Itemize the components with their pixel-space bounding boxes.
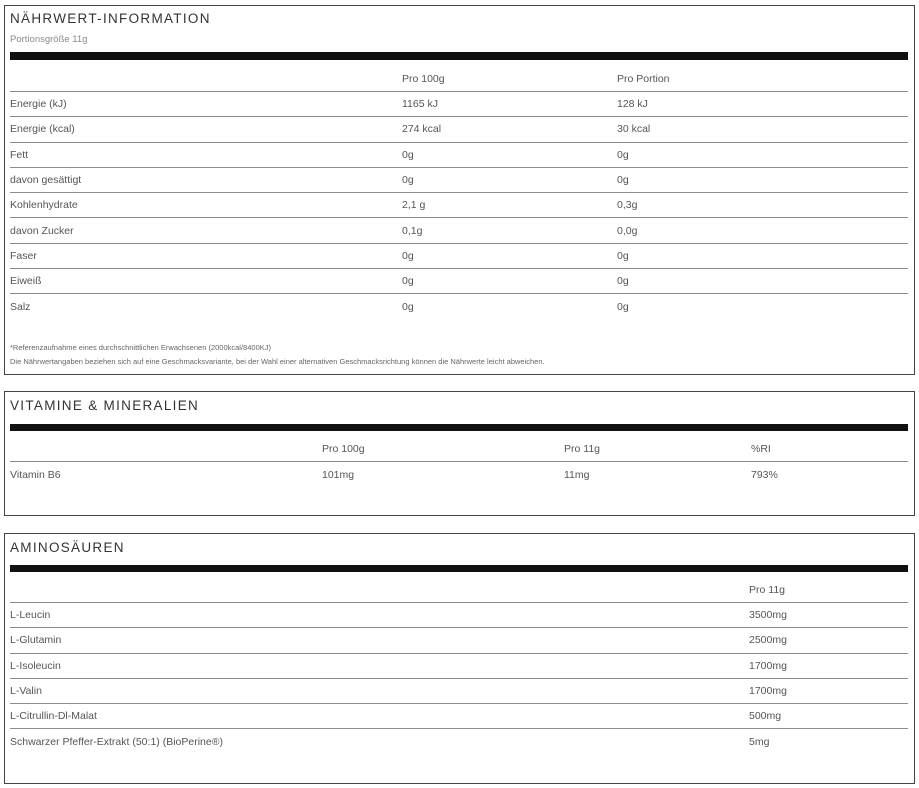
- value-reference-intake: 793%: [751, 468, 778, 481]
- amino-acid-label: Schwarzer Pfeffer-Extrakt (50:1) (BioPerine®): [10, 736, 223, 749]
- header-cell-reference-intake: %RI: [751, 443, 771, 455]
- nutrient-label: Energie (kJ): [10, 98, 67, 111]
- table-row: [10, 294, 908, 319]
- value-per-serving: 3500mg: [749, 609, 787, 622]
- nutrient-label: Kohlenhydrate: [10, 199, 78, 212]
- amino-acids-title: AMINOSÄUREN: [10, 540, 125, 555]
- amino-acids-header-bar: [10, 565, 908, 572]
- footnotes: [10, 341, 908, 369]
- amino-acid-label: L-Valin: [10, 685, 42, 698]
- value-per-serving: 5mg: [749, 736, 770, 749]
- table-row: [10, 92, 908, 117]
- value-per-100g: 274 kcal: [402, 123, 442, 136]
- amino-acids-panel: [4, 533, 915, 784]
- table-row: [10, 628, 908, 653]
- value-per-portion: 0g: [617, 275, 629, 288]
- table-row: [10, 143, 908, 168]
- value-per-portion: 30 kcal: [617, 123, 651, 136]
- table-row: [10, 218, 908, 243]
- header-cell-per-portion: Pro Portion: [617, 73, 670, 85]
- vitamins-header-bar: [10, 424, 908, 431]
- nutrition-header-bar: [10, 52, 908, 60]
- header-cell-per-100g: Pro 100g: [322, 443, 365, 455]
- nutrient-label: davon Zucker: [10, 224, 74, 237]
- table-header-row: [10, 60, 908, 92]
- table-row: [10, 704, 908, 729]
- value-per-serving: 1700mg: [749, 685, 787, 698]
- table-row: [10, 603, 908, 628]
- nutrient-label: Salz: [10, 301, 31, 314]
- table-row: [10, 244, 908, 269]
- vitamins-title: VITAMINE & MINERALIEN: [10, 398, 200, 413]
- footnote-reference-intake: *Referenzaufnahme eines durchschnittlichen Erwachsenen (2000kcal/8400KJ): [10, 342, 271, 352]
- nutrient-label: Energie (kcal): [10, 123, 75, 136]
- value-per-serving: 11mg: [564, 468, 590, 481]
- amino-acid-label: L-Leucin: [10, 609, 51, 622]
- value-per-100g: 101mg: [322, 468, 355, 481]
- value-per-portion: 0,0g: [617, 224, 638, 237]
- amino-acid-label: L-Isoleucin: [10, 659, 61, 672]
- value-per-serving: 500mg: [749, 710, 782, 723]
- nutrient-label: Faser: [10, 249, 37, 262]
- value-per-100g: 2,1 g: [402, 199, 426, 212]
- footnote-flavor-variation: Die Nährwertangaben beziehen sich auf eine Geschmacksvariante, bei der Wahl einer alternativen Geschmacksrichtung können die Nährwerte leicht abweichen.: [10, 356, 545, 366]
- value-per-portion: 0g: [617, 148, 629, 161]
- table-header-row: [10, 572, 908, 603]
- nutrition-table: [10, 60, 908, 320]
- table-row: [10, 117, 908, 142]
- header-cell-per-serving: Pro 11g: [749, 584, 785, 596]
- nutrition-title: NÄHRWERT-INFORMATION: [10, 11, 211, 26]
- value-per-100g: 0g: [402, 275, 414, 288]
- table-row: [10, 462, 908, 487]
- value-per-portion: 0g: [617, 301, 629, 314]
- value-per-100g: 0,1g: [402, 224, 423, 237]
- table-row: [10, 269, 908, 294]
- value-per-portion: 0g: [617, 174, 629, 187]
- table-row: [10, 193, 908, 218]
- table-row: [10, 168, 908, 193]
- vitamins-panel: [4, 391, 915, 516]
- amino-acids-table: [10, 572, 908, 755]
- value-per-100g: 0g: [402, 148, 414, 161]
- nutrient-label: Eiweiß: [10, 275, 42, 288]
- nutrient-label: Fett: [10, 148, 29, 161]
- value-per-portion: 0g: [617, 249, 629, 262]
- value-per-100g: 1165 kJ: [402, 98, 438, 111]
- amino-acid-label: L-Citrullin-Dl-Malat: [10, 710, 97, 723]
- header-cell-per-serving: Pro 11g: [564, 443, 600, 455]
- amino-acid-label: L-Glutamin: [10, 634, 62, 647]
- value-per-100g: 0g: [402, 174, 414, 187]
- value-per-100g: 0g: [402, 249, 414, 262]
- serving-size: Portionsgröße 11g: [10, 34, 88, 45]
- nutrient-label: davon gesättigt: [10, 174, 82, 187]
- value-per-portion: 0,3g: [617, 199, 638, 212]
- value-per-100g: 0g: [402, 301, 414, 314]
- vitamins-table: [10, 431, 908, 487]
- vitamin-label: Vitamin B6: [10, 468, 61, 481]
- nutrition-panel: [4, 5, 915, 375]
- table-row: [10, 679, 908, 704]
- table-header-row: [10, 431, 908, 462]
- table-row: [10, 654, 908, 679]
- value-per-serving: 1700mg: [749, 659, 787, 672]
- header-cell-per-100g: Pro 100g: [402, 73, 445, 85]
- value-per-serving: 2500mg: [749, 634, 787, 647]
- value-per-portion: 128 kJ: [617, 98, 648, 111]
- table-row: [10, 729, 908, 754]
